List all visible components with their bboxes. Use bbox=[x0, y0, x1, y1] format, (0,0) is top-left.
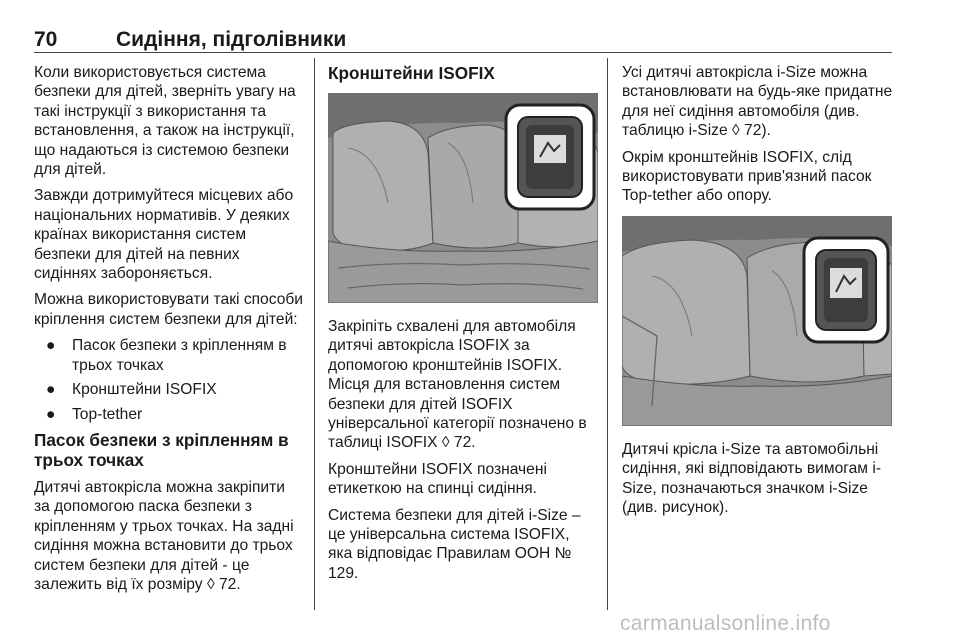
page-reference-link[interactable]: ◊ 72. bbox=[206, 575, 241, 593]
col3-paragraph-2: Окрім кронштейнів ISOFIX, слід використовувати прив'язний пасок Top-tether або опору. bbox=[622, 148, 872, 205]
column-2 bbox=[328, 63, 592, 590]
col1-paragraph-4: Дитячі автокрісла можна закріпити за допомогою паска безпеки з кріпленням у трьох точках. На задні сидіння можна встановити до трьох систем безпеки для дітей - це залежить від їх розміру ◊ 72. bbox=[34, 478, 294, 593]
section-heading-isofix: Кронштейни ISOFIX bbox=[328, 63, 495, 83]
bullet-icon: ● bbox=[46, 337, 56, 355]
section-heading-three-point-belt: Пасок безпеки з кріпленням в трьох точках bbox=[34, 429, 289, 470]
list-item: ● Пасок безпеки з кріпленням в трьох точках bbox=[46, 337, 287, 374]
i-size-seat-illustration bbox=[622, 216, 892, 426]
col3-paragraph-3: Дитячі крісла i-Size та автомобільні сидіння, які відповідають вимогам i-Size, позначаються значком i-Size (див. рисунок). bbox=[622, 440, 882, 517]
col2-paragraph-3: Система безпеки для дітей i-Size – це універсальна система ISOFIX, яка відповідає Правилам ООН № 129. bbox=[328, 506, 581, 582]
col2-paragraph-2: Кронштейни ISOFIX позначені етикеткою на спинці сидіння. bbox=[328, 460, 547, 498]
list-item: ● Top-tether bbox=[46, 405, 143, 423]
bullet-icon: ● bbox=[46, 381, 56, 399]
page-header bbox=[34, 28, 346, 52]
bullet-icon: ● bbox=[46, 405, 56, 423]
col3-paragraph-1: Усі дитячі автокрісла i-Size можна встановлювати на будь-яке придатне для неї сидіння автомобіля (див. таблицю i-Size ◊ 72). bbox=[622, 64, 893, 140]
column-divider-2 bbox=[607, 58, 608, 610]
col1-paragraph-1: Коли використовується система безпеки для дітей, зверніть увагу на такі інструкції з використання та встановлення, а також на інструкції, що надаються із системою безпеки для дітей. bbox=[34, 64, 296, 179]
page-reference-link[interactable]: ◊ 72). bbox=[731, 122, 771, 140]
header-rule bbox=[34, 52, 892, 53]
column-divider-1 bbox=[314, 58, 315, 610]
list-item: ● Кронштейни ISOFIX bbox=[46, 381, 217, 399]
column-1 bbox=[34, 63, 304, 601]
attachment-methods-list bbox=[34, 336, 304, 424]
page-title: Сидіння, підголівники bbox=[116, 28, 347, 51]
col1-paragraph-2: Завжди дотримуйтеся місцевих або національних нормативів. У деяких країнах використання систем безпеки для дітей на певних сидіннях забороняється. bbox=[34, 187, 294, 283]
column-3 bbox=[622, 63, 894, 524]
page-reference-link[interactable]: ◊ 72. bbox=[441, 434, 476, 452]
col1-paragraph-3: Можна використовувати такі способи кріплення систем безпеки для дітей: bbox=[34, 291, 304, 328]
watermark: carmanualsonline.info bbox=[620, 612, 831, 635]
col2-paragraph-1: Закріпіть схвалені для автомобіля дитячі автокрісла ISOFIX за допомогою кронштейнів ISOFIX. Місця для встановлення систем безпеки для дітей ISOFIX універсальної категорії позначено в таблиці ISOFIX ◊ 72. bbox=[328, 318, 587, 452]
page-number: 70 bbox=[34, 28, 58, 51]
isofix-seat-illustration bbox=[328, 93, 598, 303]
